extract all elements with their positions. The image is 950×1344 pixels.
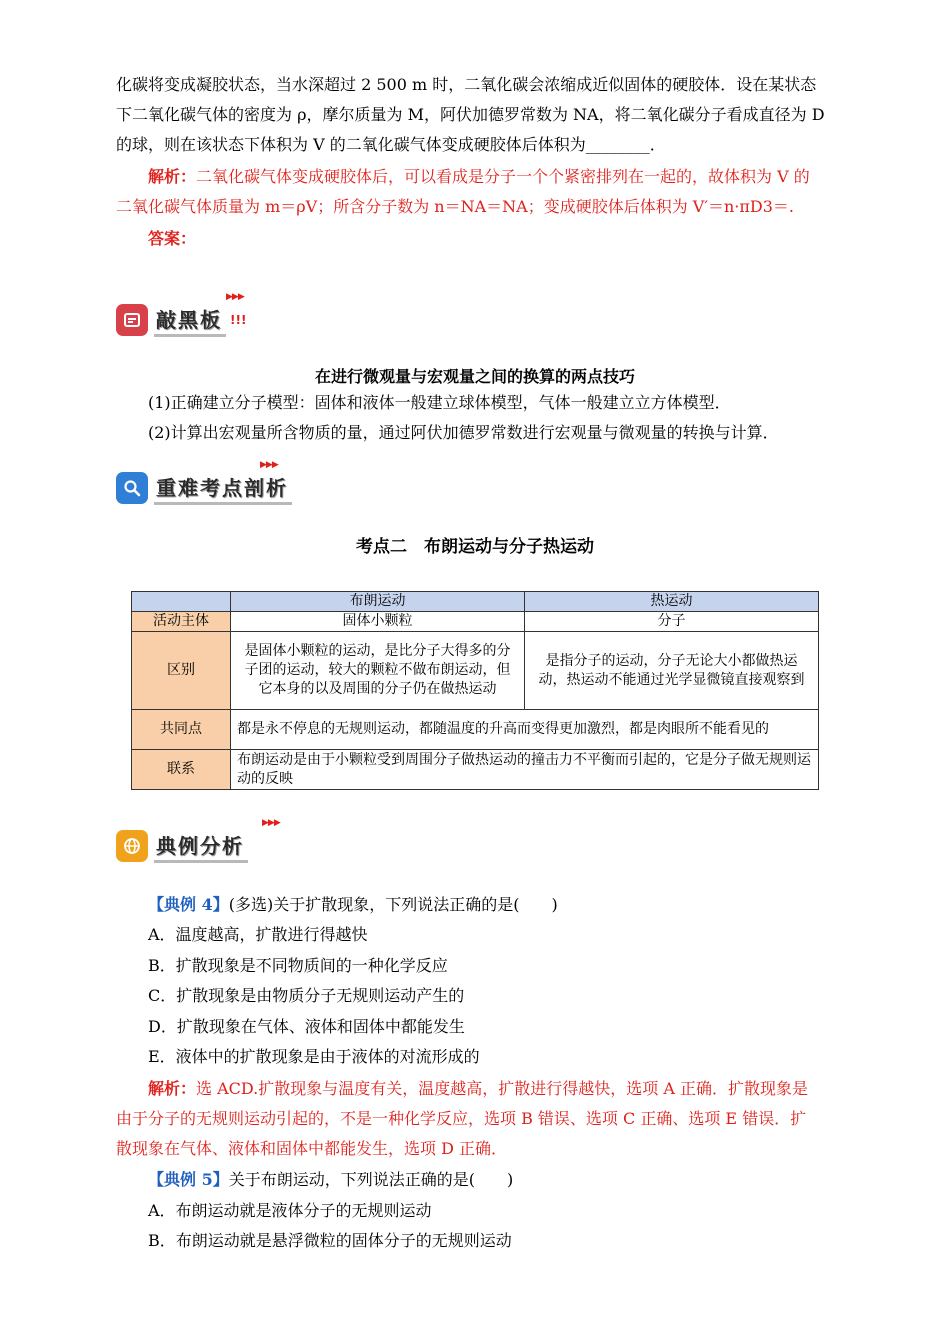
blackboard-badge <box>116 292 247 340</box>
example-5-question: 关于布朗运动，下列说法正确的是( ) <box>228 1170 514 1189</box>
examples-title: 典例分析 <box>154 830 248 863</box>
table-row <box>132 750 819 790</box>
example-4-option-a: A．温度越高，扩散进行得越快 <box>148 925 368 944</box>
row-label-subject: 活动主体 <box>132 612 231 632</box>
example-5-tag: 【典例 5】 <box>148 1170 229 1189</box>
cell-link: 布朗运动是由于小颗粒受到周围分子做热运动的撞击力不平衡而引起的，它是分子做无规则运动的反映 <box>231 750 819 790</box>
cell-subject-thermal: 分子 <box>525 612 819 632</box>
analysis-text: 二氧化碳气体变成硬胶体后，可以看成是分子一个个紧密排列在一起的，故体积为 V 的 <box>196 167 810 186</box>
analysis-label: 解析： <box>148 167 197 186</box>
example-4-option-d: D．扩散现象在气体、液体和固体中都能发生 <box>148 1017 465 1036</box>
arrows-icon: ▶▶▶ <box>260 460 278 470</box>
search-icon <box>116 472 148 504</box>
intro-analysis-line-1 <box>148 166 810 188</box>
table-row <box>132 592 819 612</box>
key-points-badge <box>116 460 292 508</box>
cell-common: 都是永不停息的无规则运动，都随温度的升高而变得更加激烈，都是肉眼所不能看见的 <box>231 710 819 750</box>
intro-analysis-line-2: 二氧化碳气体质量为 m＝ρV；所含分子数为 n＝NA＝NA；变成硬胶体后体积为 V′＝n·πD3＝. <box>116 197 794 216</box>
example-4-analysis-line-1 <box>148 1078 808 1100</box>
example-5-option-b: B．布朗运动就是悬浮微粒的固体分子的无规则运动 <box>148 1231 512 1250</box>
example-4-option-e: E．液体中的扩散现象是由于液体的对流形成的 <box>148 1047 480 1066</box>
table-row <box>132 710 819 750</box>
blackboard-title: 敲黑板 <box>154 304 226 337</box>
section-title: 考点二 布朗运动与分子热运动 <box>356 537 594 557</box>
table-row <box>132 632 819 710</box>
example-5-option-a: A．布朗运动就是液体分子的无规则运动 <box>148 1201 432 1220</box>
tips-item-1: (1)正确建立分子模型：固体和液体一般建立球体模型，气体一般建立立方体模型． <box>148 393 731 412</box>
table-row <box>132 612 819 632</box>
comparison-table <box>131 591 819 790</box>
analysis-label: 解析： <box>148 1079 197 1098</box>
cell-subject-brownian: 固体小颗粒 <box>231 612 525 632</box>
globe-icon <box>116 830 148 862</box>
intro-answer-label: 答案： <box>148 229 197 248</box>
example-4-option-b: B．扩散现象是不同物质间的一种化学反应 <box>148 956 448 975</box>
table-corner-cell <box>132 592 231 612</box>
intro-line-3: 的球，则在该状态下体积为 V 的二氧化碳气体变成硬胶体后体积为________． <box>116 135 666 154</box>
example-4-question: (多选)关于扩散现象，下列说法正确的是( ) <box>228 895 558 914</box>
table-header-brownian: 布朗运动 <box>231 592 525 612</box>
blackboard-bang: !!! <box>230 313 247 327</box>
example-4-tag: 【典例 4】 <box>148 895 229 914</box>
cell-diff-thermal: 是指分子的运动，分子无论大小都做热运动，热运动不能通过光学显微镜直接观察到 <box>525 632 819 710</box>
examples-badge <box>116 818 280 866</box>
row-label-link: 联系 <box>132 750 231 790</box>
cell-diff-brownian: 是固体小颗粒的运动，是比分子大得多的分子团的运动，较大的颗粒不做布朗运动，但它本身的以及周围的分子仍在做热运动 <box>231 632 525 710</box>
key-points-title: 重难考点剖析 <box>154 472 292 505</box>
example-4-analysis-line-2: 由于分子的无规则运动引起的，不是一种化学反应，选项 B 错误、选项 C 正确、选项 E 错误．扩 <box>116 1109 807 1128</box>
tips-title: 在进行微观量与宏观量之间的换算的两点技巧 <box>314 367 635 386</box>
example-5-stem <box>148 1169 513 1191</box>
tips-item-2: (2)计算出宏观量所含物质的量，通过阿伏加德罗常数进行宏观量与微观量的转换与计算． <box>148 423 779 442</box>
intro-line-1: 化碳将变成凝胶状态，当水深超过 2 500 m 时，二氧化碳会浓缩成近似固体的硬胶体．设在某状态 <box>116 75 817 94</box>
table-header-thermal: 热运动 <box>525 592 819 612</box>
example-4-analysis-line-3: 散现象在气体、液体和固体中都能发生，选项 D 正确． <box>116 1139 508 1158</box>
analysis-text: 选 ACD.扩散现象与温度有关，温度越高，扩散进行得越快，选项 A 正确．扩散现象是 <box>196 1079 808 1098</box>
intro-line-2: 下二氧化碳气体的密度为 ρ，摩尔质量为 M，阿伏加德罗常数为 NA，将二氧化碳分子看成直径为 D <box>116 105 825 124</box>
arrows-icon: ▶▶▶ <box>226 292 244 302</box>
arrows-icon: ▶▶▶ <box>262 818 280 828</box>
example-4-stem <box>148 894 558 916</box>
example-4-option-c: C．扩散现象是由物质分子无规则运动产生的 <box>148 986 465 1005</box>
row-label-difference: 区别 <box>132 632 231 710</box>
row-label-common: 共同点 <box>132 710 231 750</box>
blackboard-icon <box>116 304 148 336</box>
